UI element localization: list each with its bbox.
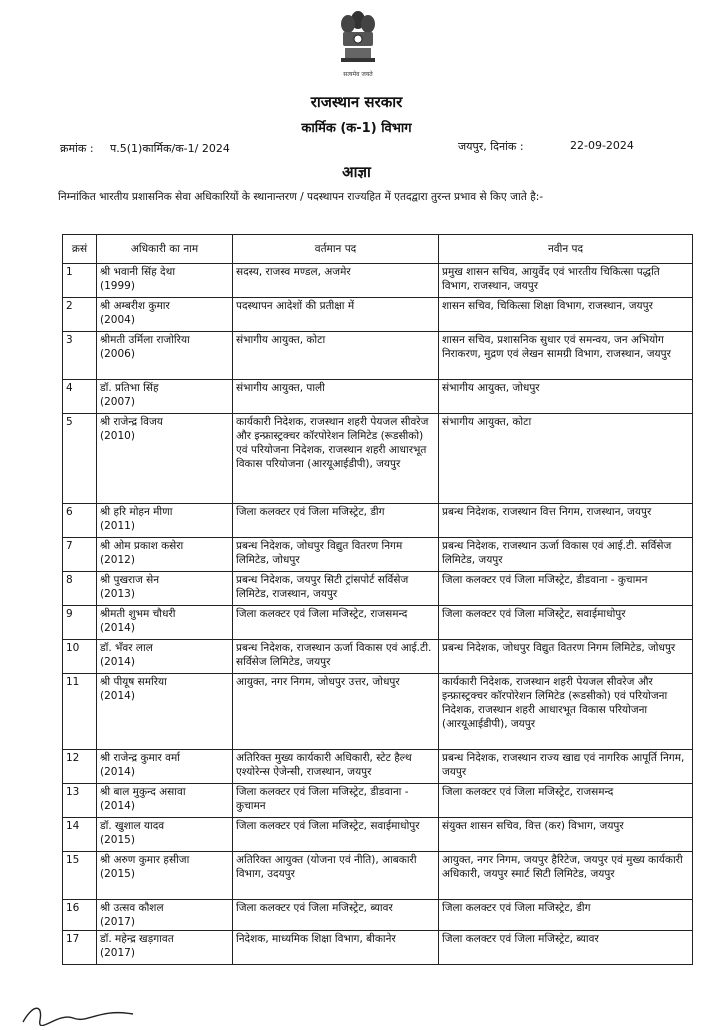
officer-batch: (2004)	[100, 314, 135, 326]
column-header-sno: क्रसं	[63, 235, 97, 264]
row-current-post: जिला कलक्टर एवं जिला मजिस्ट्रेट, ब्यावर	[233, 900, 439, 931]
column-header-new: नवीन पद	[439, 235, 693, 264]
table-row	[63, 504, 693, 538]
officer-name: श्री भवानी सिंह देथा	[100, 266, 176, 278]
row-current-post: संभागीय आयुक्त, कोटा	[233, 332, 439, 380]
row-officer	[97, 852, 233, 900]
table-row	[63, 572, 693, 606]
officer-batch: (2013)	[100, 588, 135, 600]
row-new-post: जिला कलक्टर एवं जिला मजिस्ट्रेट, डीडवाना - कुचामन	[439, 572, 693, 606]
officer-name: श्रीमती शुभम चौधरी	[100, 608, 176, 620]
officer-name: श्री राजेन्द्र कुमार वर्मा	[100, 752, 180, 764]
row-current-post: जिला कलक्टर एवं जिला मजिस्ट्रेट, डीग	[233, 504, 439, 538]
table-header-row	[63, 235, 693, 264]
officer-name: श्री पीयूष समरिया	[100, 676, 167, 688]
row-sno: 7	[63, 538, 97, 572]
row-sno: 12	[63, 750, 97, 784]
row-officer	[97, 264, 233, 298]
state-emblem-icon	[333, 8, 383, 78]
row-current-post: जिला कलक्टर एवं जिला मजिस्ट्रेट, डीडवाना - कुचामन	[233, 784, 439, 818]
row-new-post: प्रबन्ध निदेशक, राजस्थान ऊर्जा विकास एवं आई.टी. सर्विसेज लिमिटेड, जयपुर	[439, 538, 693, 572]
table-row	[63, 332, 693, 380]
officer-name: श्री ओम प्रकाश कसेरा	[100, 540, 184, 552]
officer-name: श्री पुखराज सेन	[100, 574, 160, 586]
row-new-post: प्रमुख शासन सचिव, आयुर्वेद एवं भारतीय चिकित्सा पद्धति विभाग, राजस्थान, जयपुर	[439, 264, 693, 298]
table-row	[63, 380, 693, 414]
row-new-post: जिला कलक्टर एवं जिला मजिस्ट्रेट, ब्यावर	[439, 931, 693, 965]
column-header-name: अधिकारी का नाम	[97, 235, 233, 264]
government-title: राजस्थान सरकार	[310, 93, 403, 111]
row-officer	[97, 504, 233, 538]
row-new-post: जिला कलक्टर एवं जिला मजिस्ट्रेट, डीग	[439, 900, 693, 931]
officer-batch: (2012)	[100, 554, 135, 566]
row-sno: 10	[63, 640, 97, 674]
table-row	[63, 640, 693, 674]
table-row	[63, 900, 693, 931]
row-officer	[97, 572, 233, 606]
row-current-post: प्रबन्ध निदेशक, जयपुर सिटी ट्रांसपोर्ट सर्विसेज लिमिटेड, राजस्थान, जयपुर	[233, 572, 439, 606]
officer-name: श्री बाल मुकुन्द असावा	[100, 786, 186, 798]
row-officer	[97, 931, 233, 965]
officer-batch: (2014)	[100, 690, 135, 702]
row-new-post: संयुक्त शासन सचिव, वित्त (कर) विभाग, जयपुर	[439, 818, 693, 852]
row-current-post: कार्यकारी निदेशक, राजस्थान शहरी पेयजल सीवरेज और इन्फ्रास्ट्रक्चर कॉरपोरेशन लिमिटेड (रूडसीको) एवं परियोजना निदेशक, राजस्थान शहरी आधारभूत विकास परियोजना (आरयूआईडीपी), जयपुर	[233, 414, 439, 504]
officer-name: श्री अम्बरीश कुमार	[100, 300, 170, 312]
date-label: जयपुर, दिनांक :	[458, 140, 524, 153]
row-officer	[97, 298, 233, 332]
officer-name: श्री उत्सव कौशल	[100, 902, 164, 914]
row-officer	[97, 818, 233, 852]
row-officer	[97, 606, 233, 640]
row-sno: 8	[63, 572, 97, 606]
signature-icon	[18, 1002, 138, 1026]
row-new-post: शासन सचिव, चिकित्सा शिक्षा विभाग, राजस्थान, जयपुर	[439, 298, 693, 332]
table-row	[63, 784, 693, 818]
row-sno: 6	[63, 504, 97, 538]
row-sno: 5	[63, 414, 97, 504]
officer-name: श्री हरि मोहन मीणा	[100, 506, 173, 518]
officer-name: श्रीमती उर्मिला राजोरिया	[100, 334, 190, 346]
officer-batch: (2015)	[100, 868, 135, 880]
officer-name: डॉ. महेन्द्र खड़गावत	[100, 933, 174, 945]
row-current-post: प्रबन्ध निदेशक, जोधपुर विद्युत वितरण निगम लिमिटेड, जोधपुर	[233, 538, 439, 572]
table-row	[63, 298, 693, 332]
officer-batch: (1999)	[100, 280, 135, 292]
row-new-post: प्रबन्ध निदेशक, राजस्थान वित्त निगम, राजस्थान, जयपुर	[439, 504, 693, 538]
officer-batch: (2017)	[100, 916, 135, 928]
order-intro: निम्नांकित भारतीय प्रशासनिक सेवा अधिकारियों के स्थानान्तरण / पदस्थापन राज्यहित में एतदद्वारा तुरन्त प्रभाव से किए जाते है:-	[58, 191, 544, 203]
row-new-post: जिला कलक्टर एवं जिला मजिस्ट्रेट, सवाईमाधोपुर	[439, 606, 693, 640]
row-officer	[97, 900, 233, 931]
table-row	[63, 818, 693, 852]
table-row	[63, 264, 693, 298]
row-current-post: निदेशक, माध्यमिक शिक्षा विभाग, बीकानेर	[233, 931, 439, 965]
row-current-post: आयुक्त, नगर निगम, जोधपुर उत्तर, जोधपुर	[233, 674, 439, 750]
officer-name: श्री राजेन्द्र विजय	[100, 416, 163, 428]
row-sno: 14	[63, 818, 97, 852]
officer-batch: (2014)	[100, 656, 135, 668]
table-row	[63, 750, 693, 784]
row-officer	[97, 332, 233, 380]
row-sno: 3	[63, 332, 97, 380]
officer-batch: (2006)	[100, 348, 135, 360]
kramank-value: प.5(1)कार्मिक/क-1/ 2024	[110, 142, 230, 155]
table-row	[63, 674, 693, 750]
row-sno: 11	[63, 674, 97, 750]
row-current-post: पदस्थापन आदेशों की प्रतीक्षा में	[233, 298, 439, 332]
transfer-table	[62, 234, 693, 965]
emblem-motto: सत्यमेव जयते	[343, 71, 373, 78]
row-new-post: प्रबन्ध निदेशक, राजस्थान राज्य खाद्य एवं नागरिक आपूर्ति निगम, जयपुर	[439, 750, 693, 784]
table-row	[63, 852, 693, 900]
row-new-post: शासन सचिव, प्रशासनिक सुधार एवं समन्वय, जन अभियोग निराकरण, मुद्रण एवं लेखन सामग्री विभाग, राजस्थान, जयपुर	[439, 332, 693, 380]
row-sno: 16	[63, 900, 97, 931]
row-sno: 4	[63, 380, 97, 414]
row-current-post: अतिरिक्त मुख्य कार्यकारी अधिकारी, स्टेट हैल्थ एश्योरेन्स ऐजेन्सी, राजस्थान, जयपुर	[233, 750, 439, 784]
row-officer	[97, 640, 233, 674]
row-officer	[97, 674, 233, 750]
row-new-post: प्रबन्ध निदेशक, जोधपुर विद्युत वितरण निगम लिमिटेड, जोधपुर	[439, 640, 693, 674]
row-new-post: संभागीय आयुक्त, कोटा	[439, 414, 693, 504]
table-row	[63, 538, 693, 572]
officer-name: डॉ. भँवर लाल	[100, 642, 153, 654]
row-sno: 15	[63, 852, 97, 900]
row-officer	[97, 750, 233, 784]
table-row	[63, 606, 693, 640]
row-sno: 9	[63, 606, 97, 640]
row-sno: 2	[63, 298, 97, 332]
officer-batch: (2014)	[100, 622, 135, 634]
table-row	[63, 414, 693, 504]
officer-name: डॉ. प्रतिभा सिंह	[100, 382, 159, 394]
kramank-label: क्रमांक :	[60, 142, 94, 155]
row-current-post: प्रबन्ध निदेशक, राजस्थान ऊर्जा विकास एवं आई.टी. सर्विसेज लिमिटेड, जयपुर	[233, 640, 439, 674]
officer-name: डॉ. खुशाल यादव	[100, 820, 165, 832]
officer-batch: (2010)	[100, 430, 135, 442]
date-value: 22-09-2024	[570, 139, 634, 152]
row-current-post: अतिरिक्त आयुक्त (योजना एवं नीति), आबकारी विभाग, उदयपुर	[233, 852, 439, 900]
column-header-current: वर्तमान पद	[233, 235, 439, 264]
department-title: कार्मिक (क-1) विभाग	[301, 121, 412, 136]
row-sno: 13	[63, 784, 97, 818]
officer-batch: (2017)	[100, 947, 135, 959]
row-current-post: सदस्य, राजस्व मण्डल, अजमेर	[233, 264, 439, 298]
order-title: आज्ञा	[342, 163, 371, 181]
officer-batch: (2007)	[100, 396, 135, 408]
row-new-post: आयुक्त, नगर निगम, जयपुर हैरिटेज, जयपुर एवं मुख्य कार्यकारी अधिकारी, जयपुर स्मार्ट सिटी लिमिटेड, जयपुर	[439, 852, 693, 900]
row-current-post: जिला कलक्टर एवं जिला मजिस्ट्रेट, सवाईमाधोपुर	[233, 818, 439, 852]
officer-batch: (2015)	[100, 834, 135, 846]
row-officer	[97, 380, 233, 414]
row-sno: 1	[63, 264, 97, 298]
row-officer	[97, 538, 233, 572]
officer-batch: (2011)	[100, 520, 135, 532]
row-new-post: जिला कलक्टर एवं जिला मजिस्ट्रेट, राजसमन्द	[439, 784, 693, 818]
row-new-post: संभागीय आयुक्त, जोधपुर	[439, 380, 693, 414]
row-new-post: कार्यकारी निदेशक, राजस्थान शहरी पेयजल सीवरेज और इन्फ्रास्ट्रक्चर कॉरपोरेशन लिमिटेड (रूडसीको) एवं परियोजना निदेशक, राजस्थान शहरी आधारभूत विकास परियोजना (आरयूआईडीपी), जयपुर	[439, 674, 693, 750]
officer-batch: (2014)	[100, 766, 135, 778]
row-officer	[97, 784, 233, 818]
row-sno: 17	[63, 931, 97, 965]
table-row	[63, 931, 693, 965]
row-current-post: जिला कलक्टर एवं जिला मजिस्ट्रेट, राजसमन्द	[233, 606, 439, 640]
row-officer	[97, 414, 233, 504]
officer-name: श्री अरुण कुमार हसीजा	[100, 854, 190, 866]
officer-batch: (2014)	[100, 800, 135, 812]
row-current-post: संभागीय आयुक्त, पाली	[233, 380, 439, 414]
